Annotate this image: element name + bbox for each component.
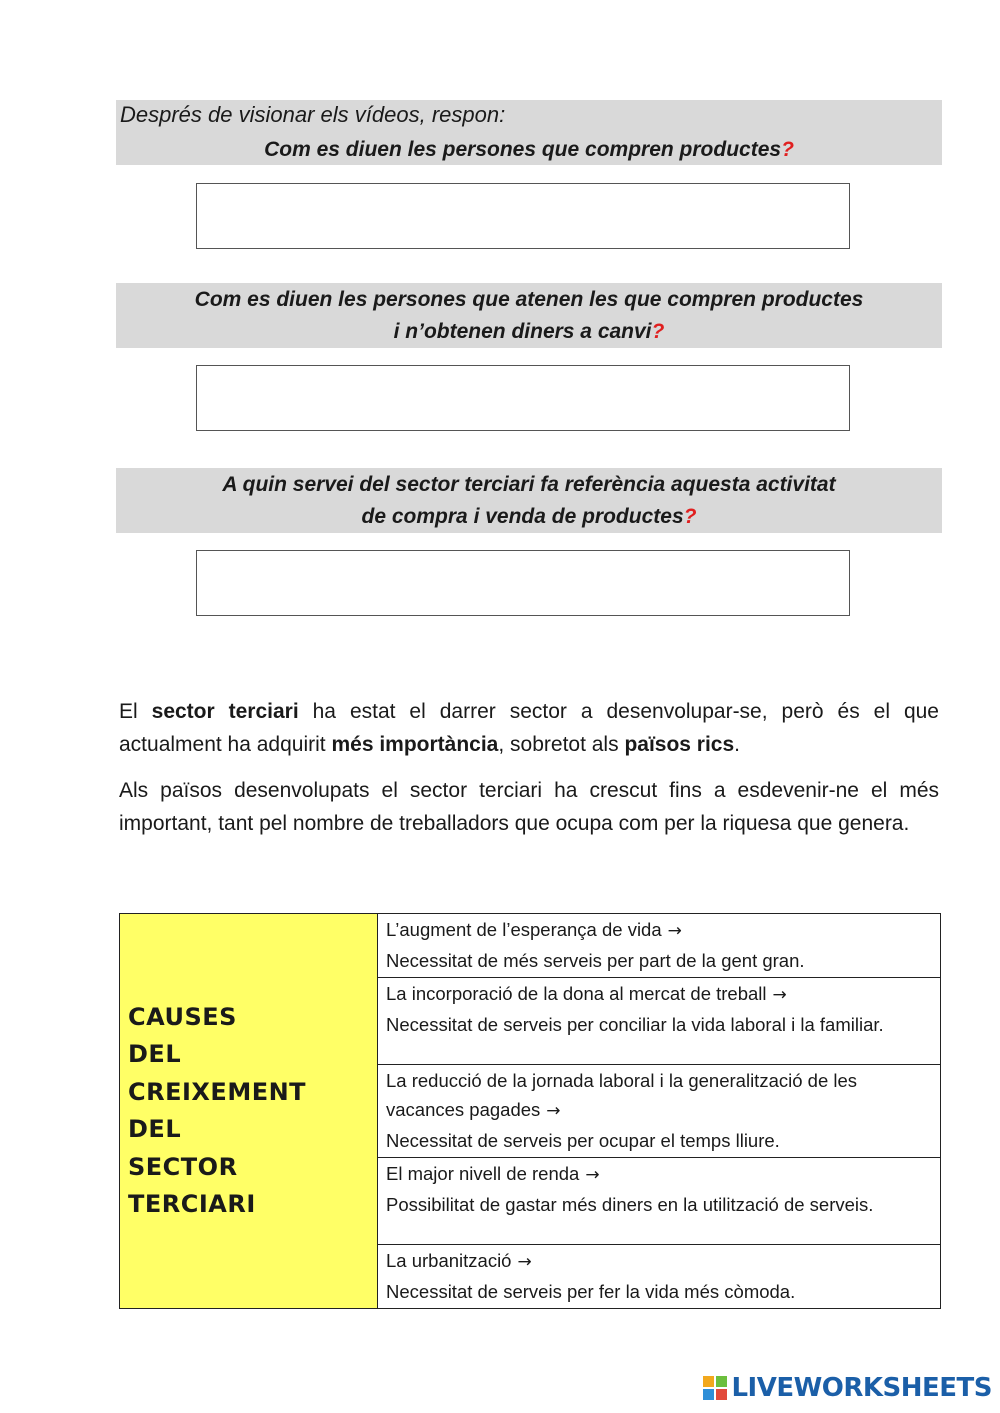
question-2-text (116, 284, 942, 348)
title-line: SECTOR (128, 1152, 238, 1181)
effect-text: Necessitat de serveis per ocupar el temps lliure. (386, 1130, 780, 1151)
question-3-line-1: A quin servei del sector terciari fa referència aquesta activitat (222, 473, 836, 496)
answer-input-2[interactable] (196, 365, 850, 431)
arrow-right-icon: → (772, 985, 787, 1005)
question-mark-1: ? (781, 138, 794, 161)
instruction-text: Després de visionar els vídeos, respon: (120, 102, 506, 127)
liveworksheets-logo-text: LIVEWORKSHEETS (731, 1373, 992, 1403)
question-2-line-2: i n’obtenen diners a canvi (393, 320, 652, 343)
question-mark-3: ? (683, 505, 697, 528)
question-3-text (116, 469, 942, 533)
question-1-text (116, 134, 942, 166)
arrow-right-icon: → (667, 921, 682, 941)
question-band-3 (116, 468, 942, 533)
cause-cell (378, 1245, 941, 1309)
causes-title-cell (120, 914, 378, 1309)
paragraph-1-bold: països rics (624, 733, 735, 756)
paragraph-1-text: , sobretot als (498, 733, 625, 756)
answer-input-3[interactable] (196, 550, 850, 616)
paragraph-1-text: . (734, 733, 741, 756)
causes-table (119, 913, 941, 1309)
cause-text: La reducció de la jornada laboral i la generalització de les vacances pagades (386, 1070, 858, 1120)
title-line: DEL (128, 1040, 182, 1068)
paragraph-1-bold: més importància (331, 733, 499, 756)
title-line: CREIXEMENT (128, 1077, 307, 1106)
effect-text: Necessitat de serveis per fer la vida més còmoda. (386, 1281, 796, 1302)
effect-text: Necessitat de serveis per conciliar la vida laboral i la familiar. (386, 1014, 884, 1035)
liveworksheets-logo-icon (703, 1376, 727, 1400)
title-line: DEL (128, 1115, 182, 1143)
cause-cell (378, 914, 941, 978)
title-line: TERCIARI (128, 1190, 256, 1218)
arrow-right-icon: → (517, 1252, 532, 1272)
cause-text: El major nivell de renda (386, 1163, 580, 1184)
cause-cell (378, 1065, 941, 1158)
paragraph-1-text: ha estat el darrer sector a desenvolupar-se, però és el que actualment ha adquirit (119, 700, 939, 756)
arrow-right-icon: → (546, 1101, 561, 1121)
question-mark-2: ? (651, 320, 665, 343)
effect-text: Necessitat de més serveis per part de la gent gran. (386, 950, 805, 971)
title-line: CAUSES (128, 1002, 237, 1031)
table-row (120, 914, 941, 978)
liveworksheets-logo (703, 1373, 992, 1403)
effect-text: Possibilitat de gastar més diners en la utilització de serveis. (386, 1194, 874, 1215)
question-band-2 (116, 283, 942, 348)
question-1-line-1: Com es diuen les persones que compren productes (264, 138, 782, 161)
question-3-line-2: de compra i venda de productes (361, 505, 684, 528)
cause-text: L’augment de l’esperança de vida (386, 919, 662, 940)
cause-text: La incorporació de la dona al mercat de treball (386, 983, 767, 1004)
cause-cell (378, 1158, 941, 1245)
paragraph-1-text: El (119, 700, 152, 723)
answer-input-1[interactable] (196, 183, 850, 249)
arrow-right-icon: → (585, 1165, 600, 1185)
question-2-line-1: Com es diuen les persones que atenen les que compren productes (194, 288, 864, 311)
paragraph-2: Als països desenvolupats el sector terciari ha crescut fins a esdevenir-ne el més important, tant pel nombre de treballadors que ocupa com per la riquesa que genera. (119, 779, 939, 835)
paragraph-1-bold: sector terciari (151, 700, 299, 723)
cause-text: La urbanització (386, 1250, 512, 1271)
question-band-1 (116, 100, 942, 165)
cause-cell (378, 978, 941, 1065)
paragraph-1 (119, 695, 939, 761)
